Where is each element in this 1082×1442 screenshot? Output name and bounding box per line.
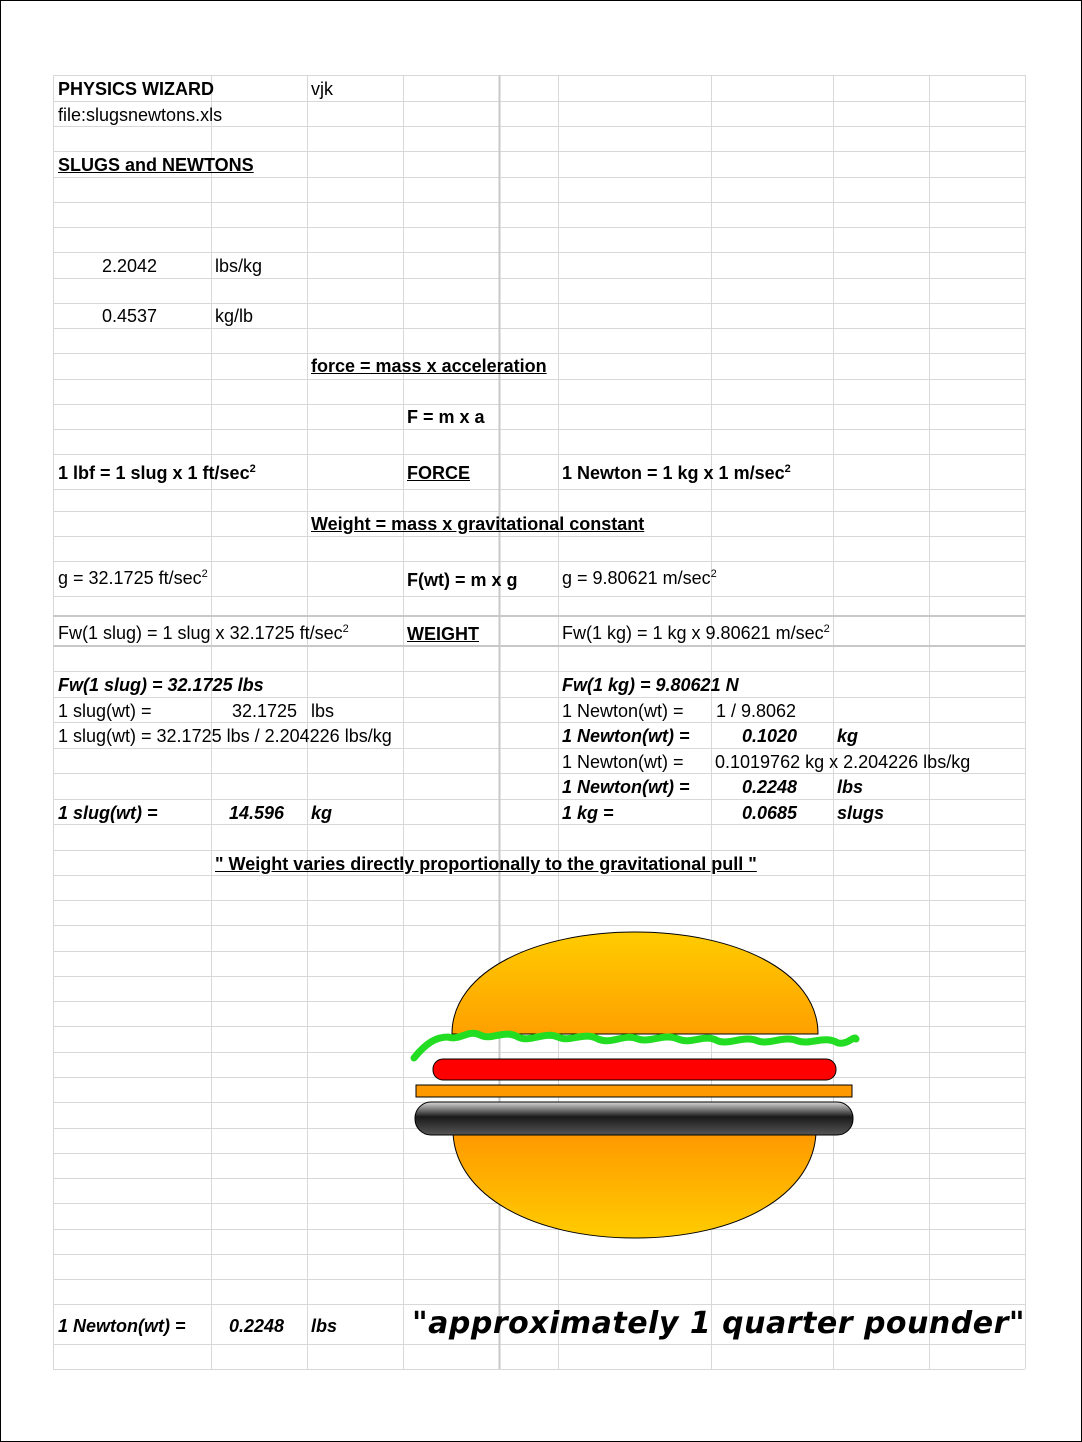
kg-slugs-value: 0.0685	[742, 803, 798, 823]
fw-slug-result: Fw(1 slug) = 32.1725 lbs	[58, 675, 264, 695]
newton-definition: 1 Newton = 1 kg x 1 $m/\sec^2$	[562, 463, 791, 483]
slug-wt-unit: lbs	[311, 701, 335, 721]
fw-slug-formula: Fw(1 slug) = 1 slug x 32.1725 $ft/\sec^2$	[58, 623, 349, 643]
fw-kg-result: Fw(1 kg) = 9.80621 N	[562, 675, 739, 695]
weight-heading: Weight = mass x gravitational constant	[311, 514, 645, 534]
slug-final-label: 1 slug(wt) =	[58, 803, 158, 823]
force-label: FORCE	[407, 463, 470, 483]
page-title: SLUGS and NEWTONS	[58, 155, 254, 175]
fw-kg-formula: Fw(1 kg) = 1 kg x 9.80621 $m/\sec^2$	[562, 623, 830, 643]
weight-formula: F(wt) = m x g	[407, 570, 518, 590]
footer-label: 1 Newton(wt) =	[58, 1316, 186, 1336]
file-name: file:slugsnewtons.xls	[58, 105, 223, 125]
newton-kg-label: 1 Newton(wt) =	[562, 726, 690, 746]
lbf-definition: 1 lbf = 1 slug x 1 $ft/\sec^2$	[58, 463, 256, 483]
newton-calc-label: 1 Newton(wt) =	[562, 752, 684, 772]
top-bun	[452, 932, 818, 1034]
footer-value: 0.2248	[229, 1316, 285, 1336]
cheese-slice	[416, 1085, 852, 1097]
patty	[415, 1102, 853, 1135]
newton-calc-value: 0.1019762 kg x 2.204226 lbs/kg	[715, 752, 971, 772]
newton-wt-value: 1 / 9.8062	[716, 701, 797, 721]
kg-per-lb-unit: kg/lb	[215, 306, 254, 326]
slug-final-unit: kg	[311, 803, 333, 823]
g-imperial: g = 32.1725 $ft/\sec^2$	[58, 568, 208, 588]
force-formula: F = m x a	[407, 407, 485, 427]
force-heading: force = mass x acceleration	[311, 356, 547, 376]
newton-kg-value: 0.1020	[742, 726, 798, 746]
kg-slugs-unit: slugs	[837, 803, 885, 823]
newton-lbs-value: 0.2248	[742, 777, 798, 797]
lettuce	[414, 1033, 856, 1058]
newton-lbs-label: 1 Newton(wt) =	[562, 777, 690, 797]
newton-wt-label: 1 Newton(wt) =	[562, 701, 684, 721]
hamburger-illustration	[408, 925, 868, 1245]
kg-slugs-label: 1 kg =	[562, 803, 614, 823]
slug-wt-value: 32.1725	[232, 701, 298, 721]
g-metric: g = 9.80621 $m/\sec^2$	[562, 568, 717, 588]
weight-label: WEIGHT	[407, 624, 479, 644]
slug-wt-label: 1 slug(wt) =	[58, 701, 152, 721]
footer-unit: lbs	[311, 1316, 338, 1336]
slug-wt-calc: 1 slug(wt) = 32.1725 lbs / 2.204226 lbs/kg	[58, 726, 392, 746]
newton-lbs-unit: lbs	[837, 777, 864, 797]
bottom-bun	[453, 1133, 816, 1238]
quarter-pounder-note: "approximately 1 quarter pounder"	[412, 1306, 1025, 1341]
lbs-per-kg-unit: lbs/kg	[215, 256, 263, 276]
gravity-quote: " Weight varies directly proportionally to the gravitational pull "	[215, 854, 757, 874]
lbs-per-kg-value: 2.2042	[102, 256, 158, 276]
slug-final-value: 14.596	[229, 803, 285, 823]
kg-per-lb-value: 0.4537	[102, 306, 158, 326]
author-label: vjk	[311, 79, 333, 99]
tomato-slice	[433, 1059, 836, 1080]
app-title: PHYSICS WIZARD	[58, 79, 215, 99]
newton-kg-unit: kg	[837, 726, 859, 746]
